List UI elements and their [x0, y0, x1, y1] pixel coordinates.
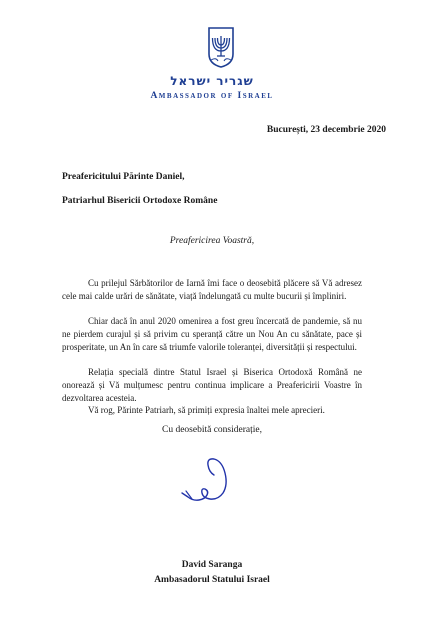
- body-paragraph-4: Vă rog, Părinte Patriarh, să primiți expresia înaltei mele aprecieri.: [88, 405, 325, 415]
- body-paragraph-3: Relația specială dintre Statul Israel și Biserica Ortodoxă Română ne onorează și Vă mulțumesc pentru continua implicare a Preafericirii Voastre în dezvoltarea acesteia.: [62, 367, 362, 403]
- signer-name: David Saranga: [181, 560, 243, 570]
- letter-date: București, 23 decembrie 2020: [266, 125, 386, 135]
- salutation: Preafericirea Voastră,: [169, 236, 255, 246]
- body-paragraph-1: Cu prilejul Sărbătorilor de Iarnă îmi face o deosebită plăcere să Vă adresez cele mai calde urări de sănătate, viață îndelungată cu multe bucurii și împliniri.: [62, 278, 362, 301]
- recipient-name: Preafericitului Părinte Daniel,: [62, 172, 185, 182]
- letterhead-hebrew-title: שגריר ישראל: [170, 74, 254, 88]
- handwritten-signature: [168, 455, 248, 515]
- recipient-title: Patriarhul Bisericii Ortodoxe Române: [62, 196, 218, 206]
- body-paragraph-2: Chiar dacă în anul 2020 omenirea a fost greu încercată de pandemie, să nu ne pierdem curajul și să privim cu speranță către un Nou An cu sănătate, pace și prosperitate, un An în care să triumfe valorile toleranței, diversității și respectului.: [62, 316, 362, 352]
- letterhead-english-title: Ambassador of Israel: [150, 91, 274, 101]
- menorah-emblem-icon: [206, 26, 236, 68]
- closing-phrase: Cu deosebită considerație,: [162, 425, 262, 435]
- signer-title: Ambasadorul Statului Israel: [154, 575, 270, 585]
